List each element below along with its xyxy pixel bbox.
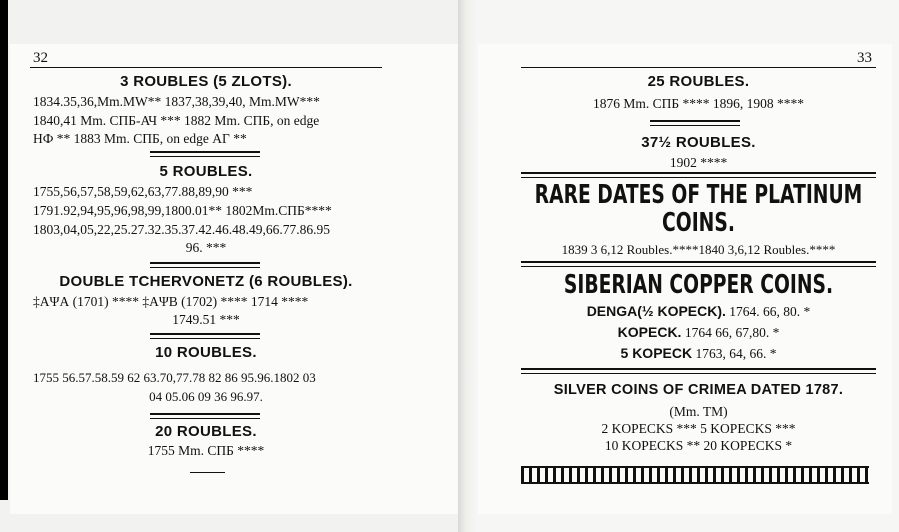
- section-heading-20-roubles: 20 ROUBLES.: [155, 423, 257, 440]
- section-heading-37-roubles: 37½ ROUBLES.: [641, 134, 756, 151]
- section-divider: [150, 413, 260, 419]
- section-divider: [521, 261, 876, 267]
- text-line: 1755 Mm. СПБ ****: [147, 443, 265, 458]
- siberian-item-values: 1764. 66, 80. *: [729, 304, 811, 319]
- section-heading-25-roubles: 25 ROUBLES.: [647, 73, 750, 90]
- text-line: 1755 56.57.58.59 62 63.70,77.78 82 86 95.96.1802 03: [33, 370, 316, 385]
- section-heading-crimea: SILVER COINS OF CRIMEA DATED 1787.: [553, 382, 844, 398]
- text-line: 96. ***: [185, 240, 227, 255]
- left-page-number: 32: [33, 50, 48, 66]
- siberian-item-label: KOPECK.: [617, 324, 682, 340]
- header-rule: [521, 67, 876, 68]
- text-line: 1834.35,36,Mm.MW** 1837,38,39,40, Mm.MW***: [33, 94, 320, 109]
- text-line: 1755,56,57,58,59,62,63,77.88,89,90 ***: [33, 184, 253, 199]
- text-line: 1749.51 ***: [172, 312, 240, 327]
- section-divider: [521, 368, 876, 374]
- siberian-item-label: DENGA(½ KOPECK).: [586, 303, 726, 319]
- section-divider: [521, 172, 876, 178]
- siberian-item-values: 1764 66, 67,80. *: [684, 325, 780, 340]
- scan-black-edge: [0, 0, 8, 500]
- text-line: 1803,04,05,22,25.27.32.35.37.42.46.48.49,66.77.86.95: [33, 222, 330, 237]
- text-line: 1840,41 Mm. СПБ-АЧ *** 1882 Mm. СПБ, on edge: [33, 113, 320, 128]
- section-divider: [150, 333, 260, 339]
- siberian-item: [521, 345, 876, 362]
- siberian-item-label: 5 KOPECK: [620, 345, 693, 361]
- text-line: 1791.92,94,95,96,98,99,1800.01** 1802Mm.СПБ****: [33, 203, 332, 218]
- text-line: ‡АΨА (1701) **** ‡АΨВ (1702) **** 1714 ****: [33, 294, 309, 309]
- section-heading-5-roubles: 5 ROUBLES.: [159, 163, 253, 180]
- siberian-item: [521, 324, 876, 341]
- text-line: 04 05.06 09 36 96.97.: [149, 389, 263, 404]
- section-heading-double-tchervonetz: DOUBLE TCHERVONETZ (6 ROUBLES).: [59, 273, 353, 290]
- right-page-number: 33: [857, 50, 872, 66]
- text-line: НФ ** 1883 Mm. СПБ, on edge АГ **: [33, 131, 247, 146]
- siberian-item: [521, 303, 876, 320]
- section-heading-3-roubles: 3 ROUBLES (5 ZLOTS).: [120, 73, 292, 90]
- section-divider: [150, 262, 260, 268]
- book-gutter: [458, 0, 478, 532]
- section-divider: [150, 151, 260, 157]
- section-divider: [650, 120, 740, 126]
- section-heading-10-roubles: 10 ROUBLES.: [155, 344, 257, 361]
- siberian-item-values: 1763, 64, 66. *: [695, 346, 777, 361]
- text-line: 10 KOPECKS ** 20 KOPECKS *: [604, 438, 793, 453]
- text-line: 1839 3 6,12 Roubles.****1840 3,6,12 Roubles.****: [561, 242, 836, 257]
- decorative-border: [521, 466, 869, 484]
- header-rule: [30, 67, 382, 68]
- platinum-title-cont: COINS.: [662, 208, 735, 238]
- text-line: 1876 Mm. СПБ **** 1896, 1908 ****: [592, 96, 804, 111]
- siberian-title: SIBERIAN COPPER COINS.: [563, 270, 834, 300]
- text-line: 1902 ****: [669, 155, 728, 170]
- text-line: 2 KOPECKS *** 5 KOPECKS ***: [601, 421, 796, 436]
- text-line: (Mm. TM): [669, 404, 728, 419]
- end-rule: [190, 472, 225, 473]
- platinum-title: RARE DATES OF THE PLATINUM: [534, 180, 863, 210]
